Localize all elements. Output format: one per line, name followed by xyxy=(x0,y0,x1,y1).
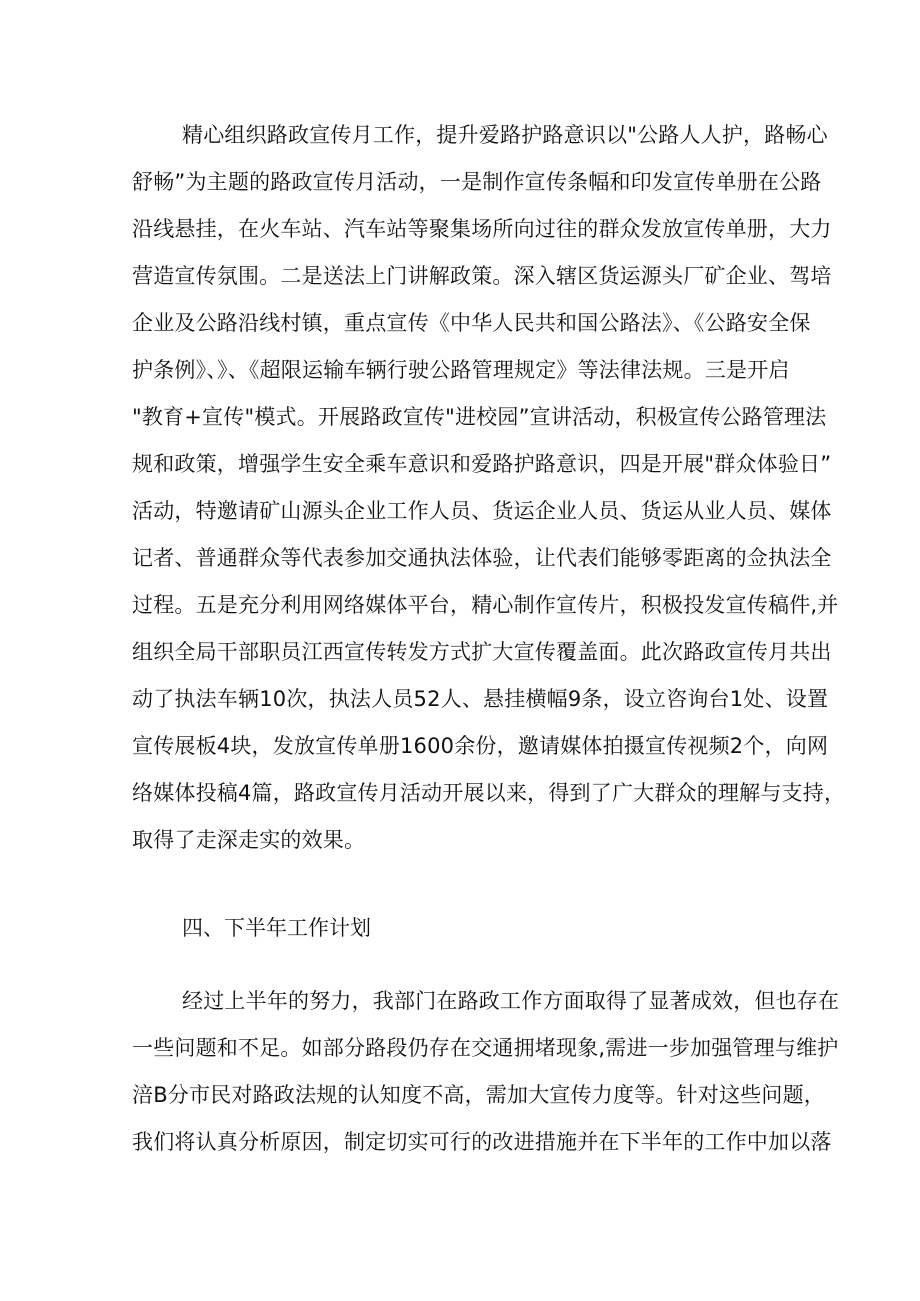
paragraph-line: 取得了走深走实的效果。 xyxy=(132,828,366,852)
paragraph-line: "教育+宣传"模式。开展路政宣传"进校园”宣讲活动，积极宣传公路管理法 xyxy=(132,405,827,429)
paragraph-line: 记者、普通群众等代表参加交通执法体验，让代表们能够零距离的佥执法全 xyxy=(132,546,832,570)
paragraph-line: 企业及公路沿线村镇，重点宣传《中华人民共和国公路法》、《公路安全保 xyxy=(132,311,811,335)
paragraph-line: 沿线悬挂，在火车站、汽车站等聚集场所向过往的群众发放宣传单册，大力 xyxy=(132,217,832,241)
paragraph-line: 护条例》、》、《超限运输车辆行驶公路管理规定》等法律法规。三是开启 xyxy=(132,358,790,382)
paragraph-line: 规和政策，增强学生安全乘车意识和爱路护路意识，四是开展"群众体验日” xyxy=(132,452,832,476)
paragraph-line: 过程。五是充分利用网络媒体平台，精心制作宣传片，积极投发宣传稿件,并 xyxy=(132,593,839,617)
paragraph-line: 活动，特邀请矿山源头企业工作人员、货运企业人员、货运从业人员、媒体 xyxy=(132,499,832,523)
paragraph-line: 动了执法车辆10次，执法人员52人、悬挂横幅9条，设立咨询台1处、设置 xyxy=(132,687,829,711)
section-heading: 四、下半年工作计划 xyxy=(182,916,371,940)
paragraph-line: 精心组织路政宣传月工作，提升爱路护路意识以"公路人人护，路畅心 xyxy=(182,123,828,147)
paragraph-line: 一些问题和不足。如部分路段仍存在交通拥堵现象,需进一步加强管理与维护 xyxy=(132,1036,839,1060)
paragraph-line: 涪B分市民对路政法规的认知度不高，需加大宣传力度等。针对这些问题， xyxy=(132,1083,826,1107)
paragraph-line: 营造宣传氛围。二是送法上门讲解政策。深入辖区货运源头厂矿企业、驾培 xyxy=(132,264,832,288)
paragraph-line: 络媒体投稿4篇，路政宣传月活动开展以来，得到了广大群众的理解与支持， xyxy=(132,781,846,805)
paragraph-line: 舒畅”为主题的路政宣传月活动，一是制作宣传条幅和印发宣传单册在公路 xyxy=(132,170,822,194)
paragraph-line: 宣传展板4块，发放宣传单册1600余份，邀请媒体拍摄宣传视频2个，向网 xyxy=(132,734,829,758)
paragraph-line: 经过上半年的努力，我部门在路政工作方面取得了显著成效，但也存在 xyxy=(182,989,840,1013)
paragraph-line: 组织全局干部职员江西宣传转发方式扩大宣传覆盖面。此次路政宣传月共出 xyxy=(132,640,832,664)
paragraph-line: 我们将认真分析原因，制定切实可行的改进措施并在下半年的工作中加以落 xyxy=(132,1130,832,1154)
